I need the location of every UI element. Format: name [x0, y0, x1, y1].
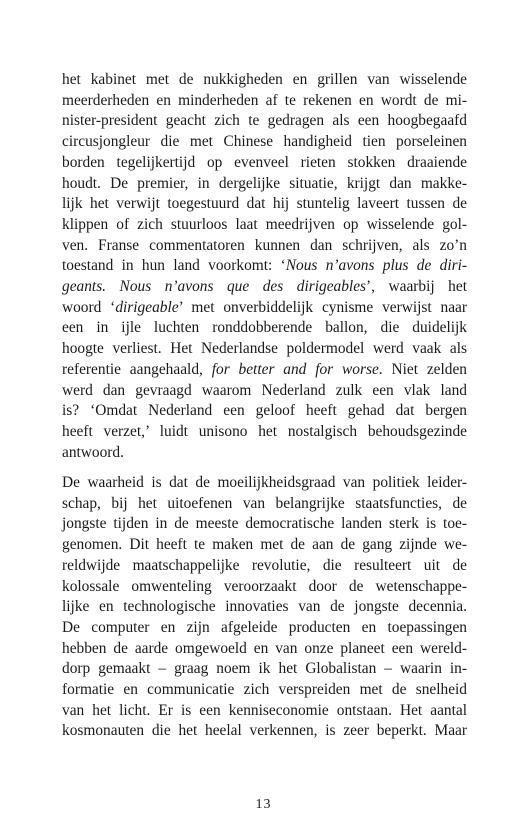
text-line — [62, 618, 467, 639]
text-run: De waarheid is dat de moeilijkheidsgraad van politiek leider- — [62, 474, 467, 491]
text-line — [62, 70, 467, 91]
text-line — [62, 473, 467, 494]
text-line — [62, 277, 467, 298]
text-run: . Niet zelden — [378, 360, 468, 378]
text-line — [62, 535, 467, 556]
text-run: werd dan gevraagd waarom Nederland zulk een vlak land — [62, 381, 467, 399]
text-line — [62, 132, 467, 153]
text-line — [62, 194, 467, 215]
text-run: kolossale omwenteling veroorzaakt door de wetenschappe- — [62, 577, 467, 595]
text-run: lijk het verwijt toegestuurd dat hij stuntelig laveert tussen de — [62, 195, 467, 213]
text-line — [62, 443, 467, 464]
text-line — [62, 215, 467, 236]
text-line — [62, 236, 467, 257]
text-run: schap, bij het uitoefenen van belangrijke staatsfuncties, de — [62, 494, 467, 512]
text-run: het kabinet met de nukkigheden en grillen van wisselende — [62, 71, 467, 88]
text-run: borden tegelijkertijd op evenveel rieten stokken draaiende — [62, 153, 467, 171]
text-run: houdt. De premier, in dergelijke situatie, krijgt dan makke- — [62, 174, 467, 192]
text-line — [62, 639, 467, 660]
text-run: dorp gemaakt – graag noem ik het Globalistan – waarin in- — [62, 660, 467, 678]
text-run: heeft verzet,’ luidt unisono het nostalgisch behoudsgezinde — [62, 422, 467, 440]
page-number: 13 — [255, 797, 272, 812]
text-run: circusjongleur die met Chinese handigheid tien porseleinen — [62, 133, 467, 151]
text-line — [62, 360, 467, 381]
text-run: lijke en technologische innovaties van de jongste decennia. — [62, 598, 467, 616]
italic-text: Nous n’avons plus de diri- — [285, 257, 467, 275]
text-line — [62, 701, 467, 722]
text-line — [62, 256, 467, 277]
text-line — [62, 174, 467, 195]
text-line — [62, 111, 467, 132]
italic-text: dirigeable — [115, 298, 179, 316]
text-line — [62, 422, 467, 443]
text-run: klippen of zich stuurloos laat meedrijven op wisselende gol- — [62, 215, 467, 233]
text-line — [62, 556, 467, 577]
text-run: meerderheden en minderheden af te rekenen en wordt de mi- — [62, 91, 467, 109]
text-line — [62, 91, 467, 112]
text-line — [62, 494, 467, 515]
italic-text: for better and for worse — [211, 360, 379, 378]
text-line — [62, 153, 467, 174]
text-run: ’, waarbij het — [366, 278, 467, 296]
text-run: hoogte verliest. Het Nederlandse poldermodel werd vaak als — [62, 340, 467, 358]
text-line — [62, 597, 467, 618]
text-run: nister-president geacht zich te gedragen als een hoogbegaafd — [62, 112, 467, 130]
text-line — [62, 659, 467, 680]
italic-text: geants. Nous n’avons que des dirigeables — [62, 278, 367, 296]
text-line — [62, 721, 467, 742]
text-run: referentie aangehaald, — [62, 360, 212, 378]
text-run: een in ijle luchten ronddobberende ballon, die duidelijk — [62, 319, 467, 337]
text-run: De computer en zijn afgeleide producten en toepassingen — [62, 618, 467, 636]
text-run: antwoord. — [62, 443, 124, 461]
paragraph-2 — [62, 473, 467, 742]
text-run: genomen. Dit heeft te maken met de aan de gang zijnde we- — [62, 536, 467, 554]
text-line — [62, 318, 467, 339]
text-run: formatie en communicatie zich verspreiden met de snelheid — [62, 681, 467, 699]
text-run: kosmonauten die het heelal verkennen, is zeer beperkt. Maar — [62, 722, 467, 740]
text-line — [62, 514, 467, 535]
paragraph-1 — [62, 70, 467, 463]
text-run: hebben de aarde omgewoeld en van onze planeet een wereld- — [62, 639, 467, 657]
text-run: reldwijde maatschappelijke revolutie, die resulteert uit de — [62, 556, 467, 574]
text-run: ven. Franse commentatoren kunnen dan schrijven, als zo’n — [62, 236, 467, 254]
text-line — [62, 381, 467, 402]
text-run: van het licht. Er is een kenniseconomie ontstaan. Het aantal — [62, 701, 467, 719]
text-run: toestand in hun land voorkomt: ‘ — [62, 257, 286, 275]
text-line — [62, 339, 467, 360]
text-run: woord ‘ — [62, 298, 116, 316]
text-line — [62, 298, 467, 319]
text-run: jongste tijden in de meeste democratische landen sterk is toe- — [62, 515, 467, 533]
text-line — [62, 401, 467, 422]
text-run: is? ‘Omdat Nederland een geloof heeft gehad dat bergen — [62, 402, 467, 420]
text-line — [62, 680, 467, 701]
text-run: ’ met onverbiddelijk cynisme verwijst naar — [178, 298, 467, 316]
text-line — [62, 577, 467, 598]
